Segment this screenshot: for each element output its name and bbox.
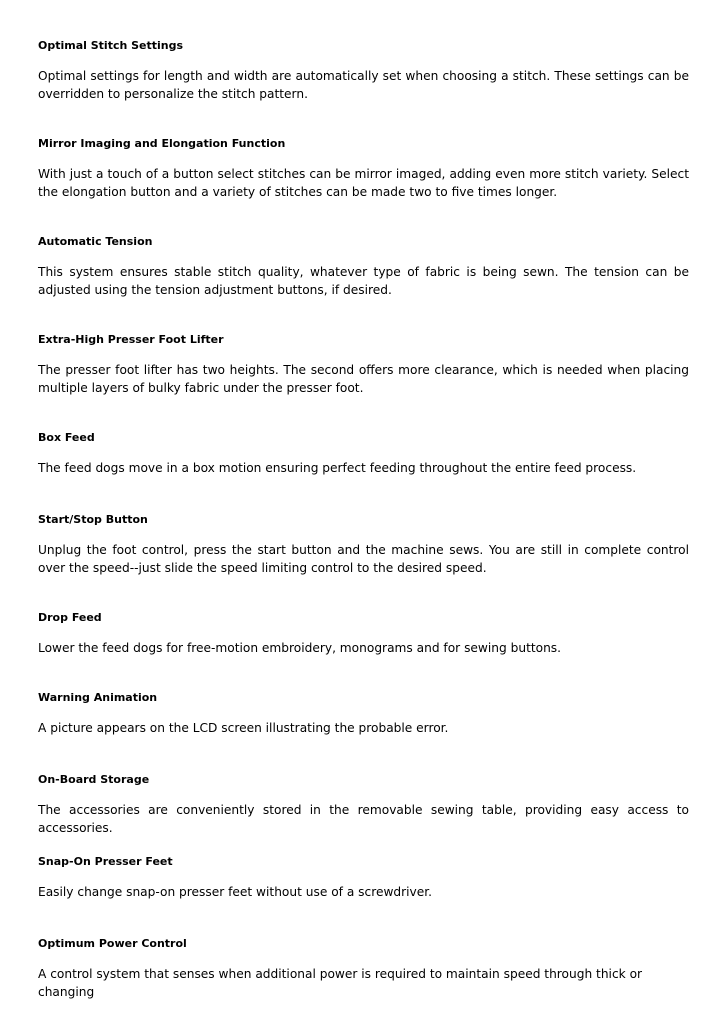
section-body: This system ensures stable stitch quality, whatever type of fabric is being sewn. The tension can be adjusted using the tension adjustment buttons, if desired.: [38, 265, 689, 297]
section-heading: Warning Animation: [38, 691, 158, 704]
section-body: A picture appears on the LCD screen illustrating the probable error.: [38, 721, 449, 735]
section-heading: Snap-On Presser Feet: [38, 855, 173, 868]
section-heading: Optimal Stitch Settings: [38, 39, 184, 52]
section-heading: Automatic Tension: [38, 235, 153, 248]
section-optimum-power-control: [38, 937, 689, 1001]
section-optimal-stitch-settings: [38, 39, 689, 103]
section-body: The presser foot lifter has two heights. The second offers more clearance, which is needed when placing multiple layers of bulky fabric under the presser foot.: [38, 363, 689, 395]
section-box-feed: [38, 431, 689, 477]
section-heading: Drop Feed: [38, 611, 102, 624]
section-heading: Mirror Imaging and Elongation Function: [38, 137, 286, 150]
section-heading: Extra-High Presser Foot Lifter: [38, 333, 224, 346]
section-start-stop-button: [38, 513, 689, 577]
section-body: With just a touch of a button select stitches can be mirror imaged, adding even more stitch variety. Select the elongation button and a variety of stitches can be made two to five times longer.: [38, 167, 689, 199]
section-body: Optimal settings for length and width are automatically set when choosing a stitch. These settings can be overridden to personalize the stitch pattern.: [38, 69, 689, 101]
section-drop-feed: [38, 611, 689, 657]
section-body: Easily change snap-on presser feet without use of a screwdriver.: [38, 885, 433, 899]
section-body: The accessories are conveniently stored in the removable sewing table, providing easy access to accessories.: [38, 803, 689, 835]
section-mirror-imaging: [38, 137, 689, 201]
section-body: Lower the feed dogs for free-motion embroidery, monograms and for sewing buttons.: [38, 641, 562, 655]
section-warning-animation: [38, 691, 689, 737]
section-body: A control system that senses when additional power is required to maintain speed through thick or changing: [38, 967, 643, 999]
section-automatic-tension: [38, 235, 689, 299]
section-heading: Box Feed: [38, 431, 95, 444]
section-heading: On-Board Storage: [38, 773, 150, 786]
section-on-board-storage: [38, 773, 689, 837]
section-body: The feed dogs move in a box motion ensuring perfect feeding throughout the entire feed process.: [38, 461, 637, 475]
section-heading: Start/Stop Button: [38, 513, 148, 526]
section-body: Unplug the foot control, press the start button and the machine sews. You are still in complete control over the speed--just slide the speed limiting control to the desired speed.: [38, 543, 689, 575]
section-snap-on-presser-feet: [38, 855, 689, 901]
section-heading: Optimum Power Control: [38, 937, 187, 950]
section-extra-high-presser-foot-lifter: [38, 333, 689, 397]
